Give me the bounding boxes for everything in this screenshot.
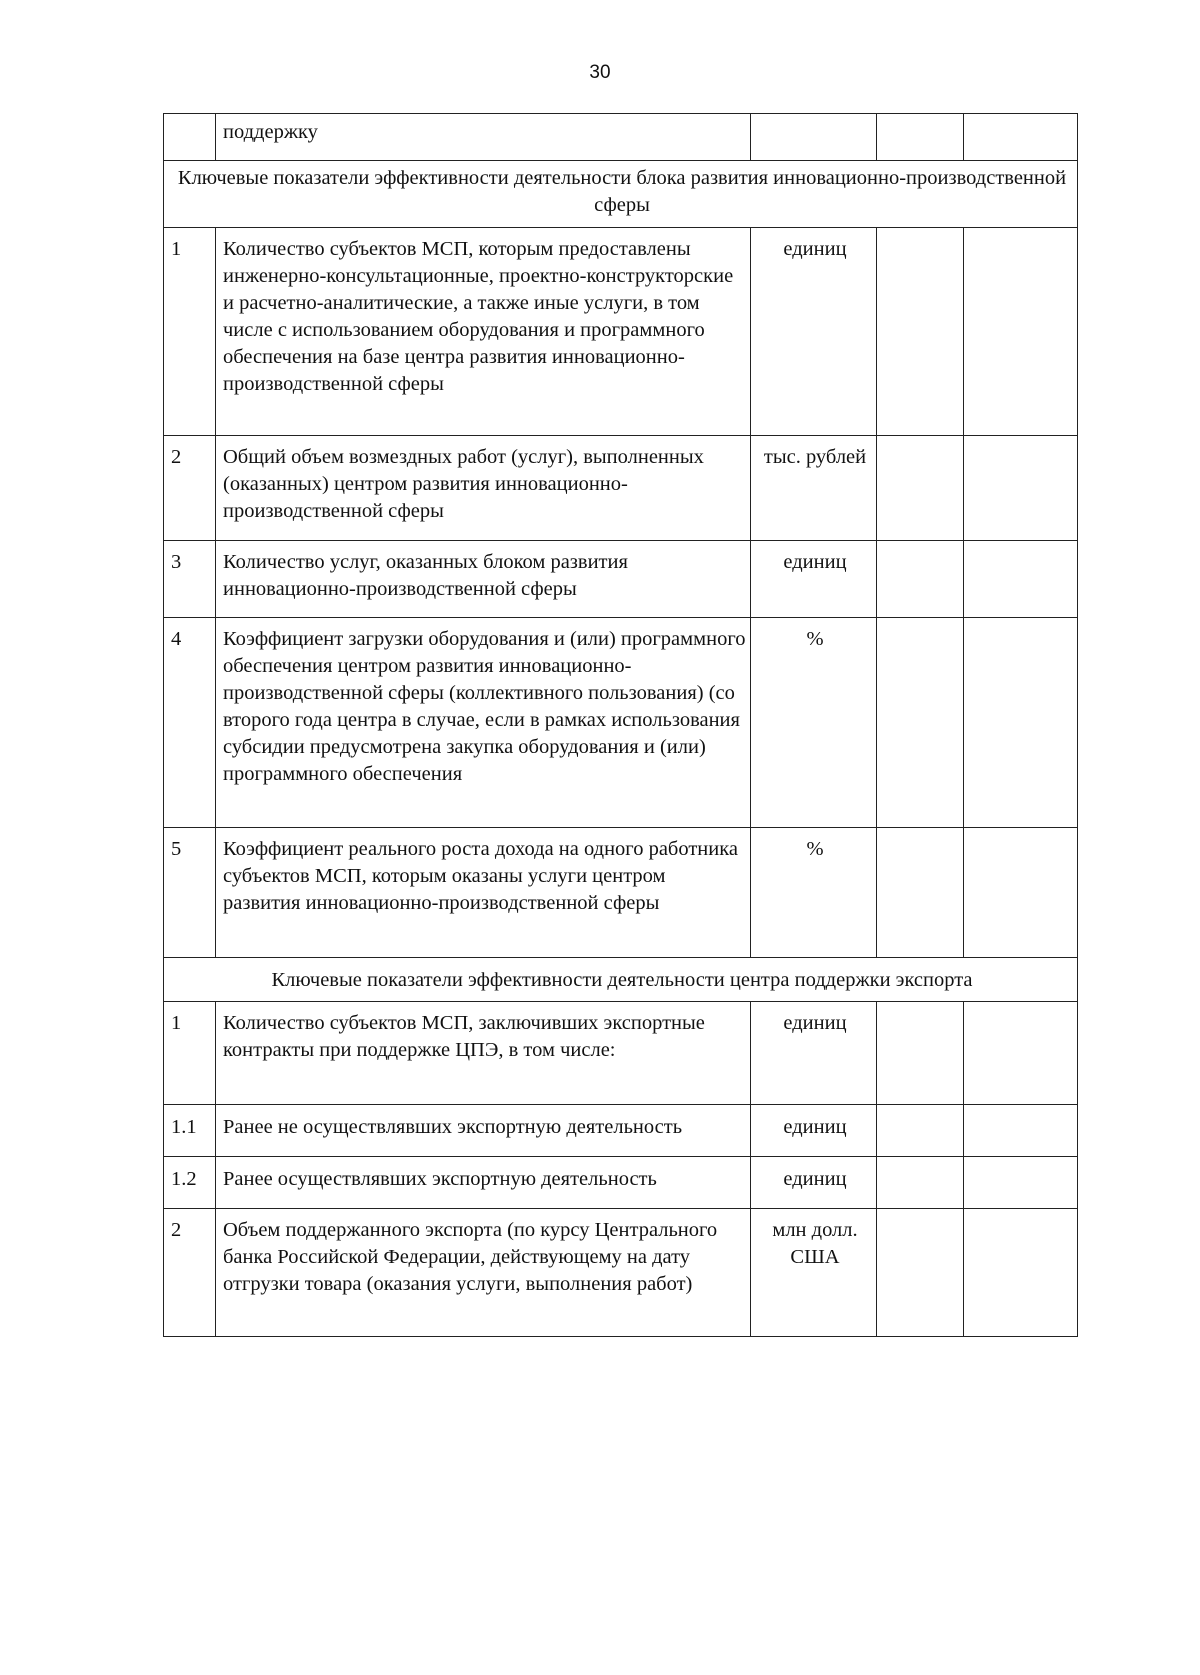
section-title: Ключевые показатели эффективности деятельности центра поддержки экспорта — [164, 958, 1078, 1002]
row-number: 2 — [164, 436, 216, 541]
empty-value-cell — [964, 1002, 1078, 1105]
row-number: 1 — [164, 228, 216, 436]
empty-value-cell — [964, 828, 1078, 958]
indicator-name: Количество субъектов МСП, заключивших экспортные контракты при поддержке ЦПЭ, в том числе: — [216, 1002, 751, 1105]
table-row — [164, 1105, 1078, 1157]
unit-cell: единиц — [751, 541, 877, 618]
indicator-name: Количество субъектов МСП, которым предоставлены инженерно-консультационные, проектно-конструкторские и расчетно-аналитические, а также иные услуги, в том числе с использованием оборудования и программного обеспечения на базе центра развития инновационно-производственной сферы — [216, 228, 751, 436]
empty-value-cell — [964, 1157, 1078, 1209]
empty-value-cell — [877, 1157, 964, 1209]
empty-value-cell — [877, 618, 964, 828]
empty-value-cell — [877, 1002, 964, 1105]
table-row — [164, 1002, 1078, 1105]
empty-value-cell — [964, 228, 1078, 436]
table-row — [164, 228, 1078, 436]
row-number: 4 — [164, 618, 216, 828]
empty-value-cell — [877, 1105, 964, 1157]
page-number: 30 — [589, 62, 611, 83]
empty-value-cell — [877, 228, 964, 436]
row-number: 5 — [164, 828, 216, 958]
table-row — [164, 436, 1078, 541]
unit-cell: тыс. рублей — [751, 436, 877, 541]
empty-value-cell — [964, 541, 1078, 618]
empty-value-cell — [964, 1105, 1078, 1157]
table-row — [164, 1157, 1078, 1209]
indicator-name: Ранее осуществлявших экспортную деятельность — [216, 1157, 751, 1209]
empty-value-cell — [877, 828, 964, 958]
row-number: 1 — [164, 1002, 216, 1105]
indicator-name: Коэффициент загрузки оборудования и (или) программного обеспечения центром развития инновационно-производственной сферы (коллективного пользования) (со второго года центра в случае, если в рамках использования субсидии предусмотрена закупка оборудования и (или) программного обеспечения — [216, 618, 751, 828]
indicator-name: поддержку — [216, 114, 751, 161]
unit-cell: % — [751, 618, 877, 828]
table-row — [164, 828, 1078, 958]
empty-value-cell — [877, 541, 964, 618]
indicator-name: Количество услуг, оказанных блоком развития инновационно-производственной сферы — [216, 541, 751, 618]
empty-value-cell — [964, 1209, 1078, 1337]
table-row — [164, 541, 1078, 618]
indicator-name: Общий объем возмездных работ (услуг), выполненных (оказанных) центром развития инновационно-производственной сферы — [216, 436, 751, 541]
table-row — [164, 618, 1078, 828]
indicator-name: Объем поддержанного экспорта (по курсу Центрального банка Российской Федерации, действующему на дату отгрузки товара (оказания услуги, выполнения работ) — [216, 1209, 751, 1337]
unit-cell: единиц — [751, 1105, 877, 1157]
section-header-row — [164, 161, 1078, 228]
empty-value-cell — [964, 114, 1078, 161]
section-header-row — [164, 958, 1078, 1002]
unit-cell: единиц — [751, 1157, 877, 1209]
row-number: 3 — [164, 541, 216, 618]
empty-value-cell — [964, 618, 1078, 828]
unit-cell: единиц — [751, 1002, 877, 1105]
unit-cell: единиц — [751, 228, 877, 436]
section-title: Ключевые показатели эффективности деятельности блока развития инновационно-производственной сферы — [164, 161, 1078, 228]
unit-cell — [751, 114, 877, 161]
row-number — [164, 114, 216, 161]
row-number: 2 — [164, 1209, 216, 1337]
empty-value-cell — [877, 114, 964, 161]
table-row — [164, 114, 1078, 161]
row-number: 1.2 — [164, 1157, 216, 1209]
empty-value-cell — [964, 436, 1078, 541]
indicators-table — [163, 113, 1078, 1337]
indicator-name: Коэффициент реального роста дохода на одного работника субъектов МСП, которым оказаны услуги центром развития инновационно-производственной сферы — [216, 828, 751, 958]
unit-cell: % — [751, 828, 877, 958]
table-row — [164, 1209, 1078, 1337]
indicator-name: Ранее не осуществлявших экспортную деятельность — [216, 1105, 751, 1157]
unit-cell: млн долл. США — [751, 1209, 877, 1337]
empty-value-cell — [877, 1209, 964, 1337]
row-number: 1.1 — [164, 1105, 216, 1157]
empty-value-cell — [877, 436, 964, 541]
